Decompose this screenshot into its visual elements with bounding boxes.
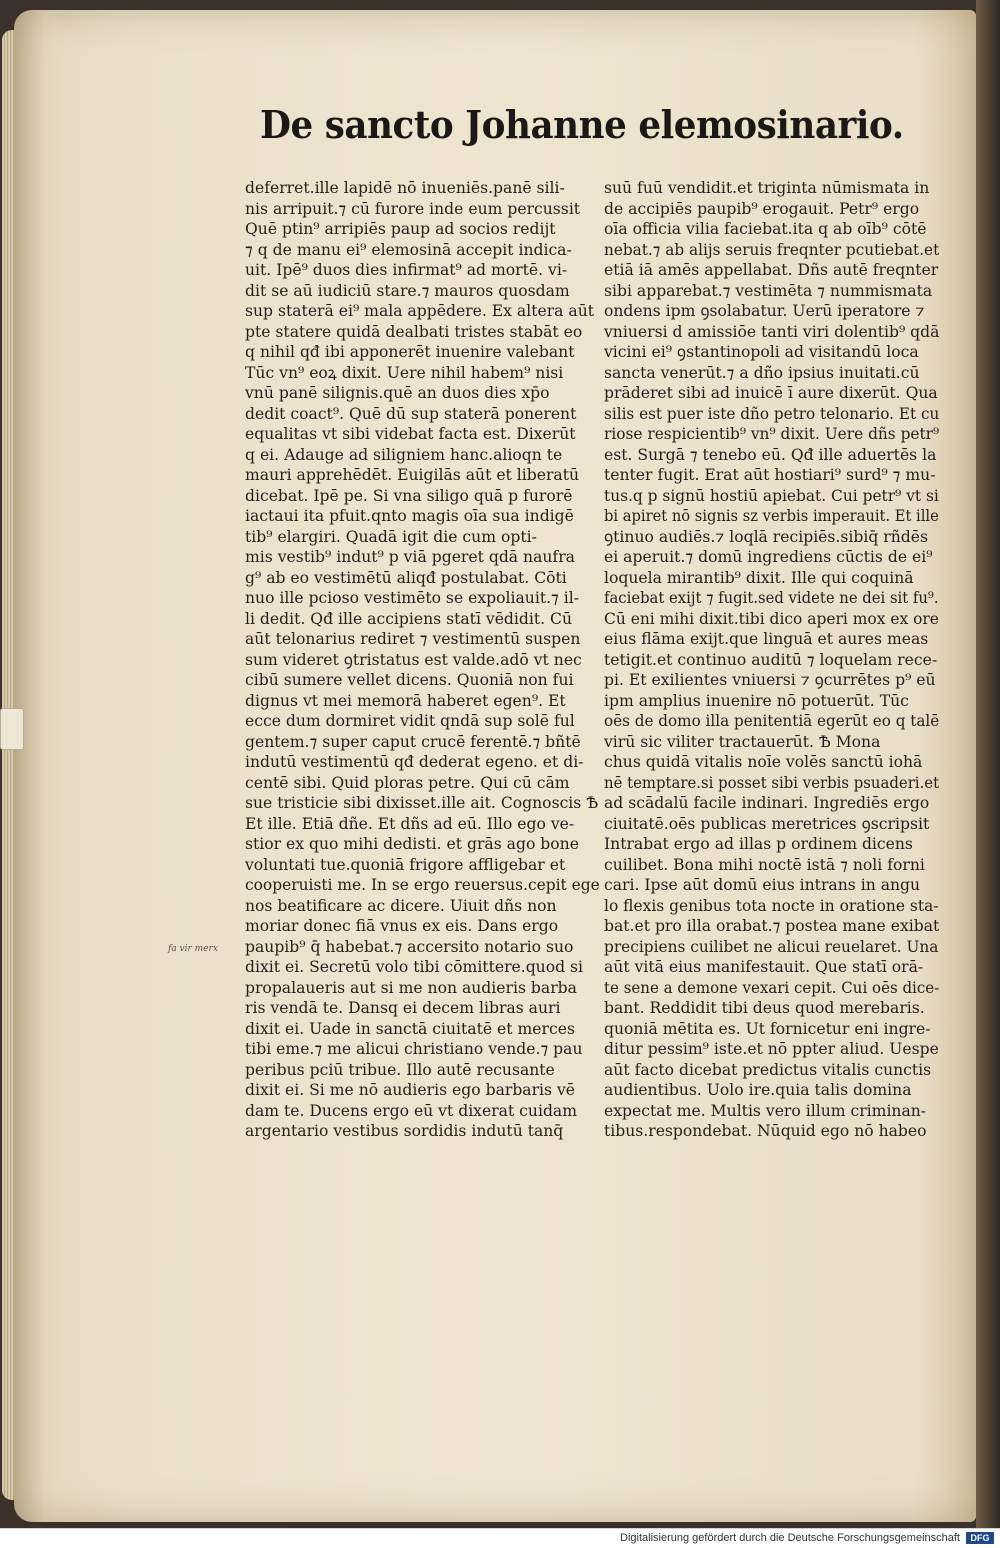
text-line: audientibus. Uolo ire.quia talis domina xyxy=(604,1081,912,1099)
text-line: aūt facto dicebat predictus vitalis cunctis xyxy=(604,1060,932,1079)
text-line: tib⁹ elargiri. Quadā igit die cum opti- xyxy=(245,527,537,546)
text-line: eius flāma exijt.que linguā et aures meas xyxy=(604,630,929,648)
text-line: voluntati tue.quoniā frigore affligebar et xyxy=(245,855,566,874)
text-line: ei aperuit.⁊ domū ingrediens cūctis de ei⁹ xyxy=(604,548,933,566)
text-line: dit se aū iudiciū stare.⁊ mauros quosdam xyxy=(245,281,570,300)
text-line: tetigit.et continuo auditū ⁊ loquelam rece- xyxy=(604,650,938,669)
text-line: propalaueris aut si me non audieris barba xyxy=(245,978,577,997)
text-line: vniuersi d amissiōe tanti viri dolentib⁹ qdā xyxy=(604,322,939,341)
text-line: bant. Reddidit tibi deus quod merebaris. xyxy=(604,999,925,1017)
text-line: de accipiēs paupib⁹ erogauit. Petr⁹ ergo xyxy=(604,199,920,218)
text-line: nis arripuit.⁊ cū furore inde eum percussit xyxy=(245,199,581,218)
text-line: vnū panē silignis.quē an duos dies xp̄o xyxy=(245,384,550,402)
text-line: ondens ipm ꝯsolabatur. Uerū iperatore ⁊ xyxy=(604,302,925,320)
text-line: sup staterā ei⁹ mala appēdere. Ex altera aūt xyxy=(245,302,595,320)
footer-bar xyxy=(0,1528,1000,1548)
text-line: ⁊ q de manu ei⁹ elemosinā accepit indica- xyxy=(245,240,572,259)
text-line: chus quidā vitalis noīe volēs sanctū iohā xyxy=(604,753,923,771)
text-line: ris vendā te. Dansq ei decem libras auri xyxy=(245,999,561,1017)
text-line: deferret.ille lapidē nō inueniēs.panē sili- xyxy=(245,179,565,197)
text-line: precipiens cuilibet ne alicui reuelaret. Una xyxy=(604,937,939,956)
text-line: vicini ei⁹ ꝯstantinopoli ad visitandū loca xyxy=(604,343,919,361)
text-line: moriar donec fiā vnus ex eis. Dans ergo xyxy=(245,917,559,935)
text-line: ecce dum dormiret vidit qndā sup solē ful xyxy=(245,712,575,730)
text-line: nē temptare.si posset sibi verbis psuaderi.et xyxy=(604,773,939,792)
text-line: q ei. Adauge ad siligniem hanc.alioqn te xyxy=(245,445,563,464)
text-line: aūt telonarius rediret ⁊ vestimentū suspen xyxy=(245,630,581,648)
text-line: mis vestib⁹ indut⁹ p viā pgeret qdā naufra xyxy=(245,548,575,566)
text-line: dixit ei. Secretū volo tibi cōmittere.quod si xyxy=(245,958,584,976)
text-line: Intrabat ergo ad illas p ordinem dicens xyxy=(604,835,913,853)
text-line: est. Surgā ⁊ tenebo eū. Qđ ille aduertēs la xyxy=(604,445,937,464)
text-line: nos beatificare ac dicere. Uiuit dñs non xyxy=(245,896,557,915)
text-line: dedit coact⁹. Quē dū sup staterā ponerent xyxy=(245,404,577,423)
text-line: ciuitatē.oēs publicas meretrices ꝯscripsit xyxy=(604,814,930,833)
text-line: nuo ille pcioso vestimēto se expoliauit.⁊ il- xyxy=(245,589,579,607)
text-line: sum videret ꝯtristatus est valde.adō vt nec xyxy=(245,650,582,669)
text-line: silis est puer iste dño petro telonario. Et cu xyxy=(604,404,940,423)
text-line: quoniā mētita es. Ut fornicetur eni ingre- xyxy=(604,1019,931,1038)
text-line: pi. Et exilientes vniuersi ⁊ ꝯcurrētes p⁹ eū xyxy=(604,671,936,689)
text-line: peribus pciū tribue. Illo autē recusante xyxy=(245,1060,555,1079)
funding-credit: Digitalisierung gefördert durch die Deutsche Forschungsgemeinschaft xyxy=(620,1532,960,1544)
binding-shadow xyxy=(976,0,1000,1528)
text-line: expectat me. Multis vero illum criminan- xyxy=(604,1101,927,1120)
text-line: bi apiret nō signis sz verbis imperauit. Et ille xyxy=(604,507,939,525)
text-line: dicebat. Ipē pe. Si vna siligo quā p furorē xyxy=(245,486,573,505)
text-line: oēs de domo illa penitentiā egerūt eo q talē xyxy=(604,712,940,730)
text-line: uit. Ipē⁹ duos dies infirmat⁹ ad mortē. vi- xyxy=(245,261,568,279)
text-line: oīa officia vilia faciebat.ita q ab oīb⁹ cōtē xyxy=(604,220,927,238)
text-line: cibū sumere vellet dicens. Quoniā non fui xyxy=(245,671,574,689)
left-text-column xyxy=(245,178,600,1142)
text-line: indutū vestimentū qđ dederat egeno. et di- xyxy=(245,753,584,771)
text-line: centē sibi. Quid ploras petre. Qui cū cām xyxy=(245,773,570,792)
dfg-logo: DFG xyxy=(966,1532,994,1544)
text-line: prāderet sibi ad inuicē ī aure dixerūt. Qua xyxy=(604,384,938,402)
text-line: ipm amplius inuenire nō potuerūt. Tūc xyxy=(604,691,909,710)
text-line: ꝯtinuo audiēs.⁊ loqlā recipiēs.sibiq̄ rñdēs xyxy=(604,527,928,546)
text-line: q nihil qđ ibi apponerēt inuenire valebant xyxy=(245,343,575,361)
text-line: dam te. Ducens ergo eū vt dixerat cuidam xyxy=(245,1101,578,1120)
text-line: cari. Ipse aūt domū eius intrans in angu xyxy=(604,876,921,894)
text-line: riose respicientib⁹ vn⁹ dixit. Uere dñs petr⁹ xyxy=(604,425,939,443)
text-line: Quē ptin⁹ arripiēs paup ad socios redijt xyxy=(245,220,556,238)
text-line: ditur pessim⁹ iste.et nō ppter aliud. Uespe xyxy=(604,1040,939,1058)
text-line: cooperuisti me. In se ergo reuersus.cepit ege xyxy=(245,876,600,894)
text-line: g⁹ ab eo vestimētū aliqđ postulabat. Cōti xyxy=(245,568,567,587)
right-text-column xyxy=(604,178,939,1142)
text-line: tus.q p signū hostiū apiebat. Cui petr⁹ vt si xyxy=(604,486,939,505)
text-line: te sene a demone vexari cepit. Cui oēs dice- xyxy=(604,978,940,997)
text-line: dixit ei. Uade in sanctā ciuitatē et merces xyxy=(245,1019,575,1038)
text-line: tenter fugit. Erat aūt hostiari⁹ surd⁹ ⁊ mu- xyxy=(604,466,936,484)
text-line: faciebat exijt ⁊ fugit.sed videte ne dei sit fu⁹. xyxy=(604,589,939,607)
text-line: paupib⁹ q̄ habebat.⁊ accersito notario suo xyxy=(245,937,574,956)
text-line: Tūc vn⁹ eoꝝ dixit. Uere nihil habem⁹ nisi xyxy=(245,363,564,382)
text-line: gentem.⁊ super caput crucē ferentē.⁊ bñtē xyxy=(245,732,581,751)
text-line: tibus.respondebat. Nūquid ego nō habeo xyxy=(604,1122,927,1140)
text-line: Cū eni mihi dixit.tibi dico aperi mox ex ore xyxy=(604,609,939,628)
text-line: Et ille. Etiā dñe. Et dñs ad eū. Illo ego ve- xyxy=(245,814,575,833)
text-line: bat.et pro illa orabat.⁊ postea mane exibat xyxy=(604,917,939,935)
text-line: aūt vitā eius manifestauit. Que statī orā- xyxy=(604,958,924,976)
text-line: ad scādalū facile indinari. Ingrediēs ergo xyxy=(604,794,930,812)
text-line: sue tristicie sibi dixisset.ille ait. Cognoscis Ѣ xyxy=(245,794,599,812)
text-line: dixit ei. Si me nō audieris ego barbaris vē xyxy=(245,1081,576,1099)
text-line: suū fuū vendidit.et triginta nūmismata in xyxy=(604,179,930,197)
text-line: sancta venerūt.⁊ a dño ipsius inuitati.cū xyxy=(604,363,920,382)
marginal-note: fa vir merx xyxy=(168,944,218,954)
text-line: stior ex quo mihi dedisti. et grās ago bone xyxy=(245,835,579,853)
text-line: etiā iā amēs appellabat. Dñs autē freqnter xyxy=(604,261,939,279)
text-line: virū sic viliter tractauerūt. Ѣ Mona xyxy=(604,732,881,751)
text-line: cuilibet. Bona mihi noctē istā ⁊ noli forni xyxy=(604,855,925,874)
running-header: De sancto Johanne elemosinario. xyxy=(260,102,904,147)
text-line: dignus vt mei memorā haberet egen⁹. Et xyxy=(245,691,566,710)
text-line: li dedit. Qđ ille accipiens statī vēdidit. Cū xyxy=(245,609,573,628)
text-line: loquela mirantib⁹ dixit. Ille qui coquinā xyxy=(604,568,914,587)
text-line: argentario vestibus sordidis indutū tanq̄ xyxy=(245,1122,564,1140)
text-line: sibi apparebat.⁊ vestimēta ⁊ nummismata xyxy=(604,281,933,300)
text-line: pte statere quidā dealbati tristes stabāt eo xyxy=(245,322,583,341)
text-line: nebat.⁊ ab alijs seruis freqnter pcutiebat.et xyxy=(604,240,940,259)
bookmark-tab xyxy=(0,708,24,750)
text-line: iactaui ita pfuit.qnto magis oīa sua indigē xyxy=(245,507,574,525)
text-line: lo flexis genibus tota nocte in oratione sta- xyxy=(604,896,939,915)
text-line: tibi eme.⁊ me alicui christiano vende.⁊ pau xyxy=(245,1040,583,1058)
text-line: mauri apprehēdēt. Euigilās aūt et liberatū xyxy=(245,466,580,484)
text-line: equalitas vt sibi videbat facta est. Dixerūt xyxy=(245,425,576,443)
